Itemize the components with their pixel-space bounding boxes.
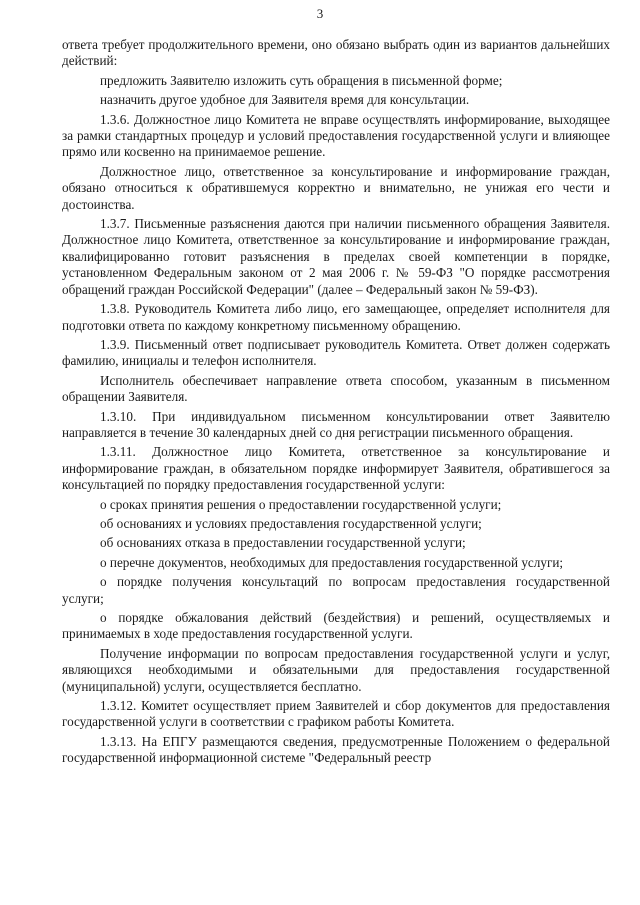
list-item-appeal-procedure: о порядке обжалования действий (бездействия) и решений, осуществляемых и принимаемых в ходе предоставления государственной услуги. [62,610,610,642]
paragraph-1-3-7: 1.3.7. Письменные разъяснения даются при наличии письменного обращения Заявителя. Должностное лицо Комитета, ответственное за консультирование и информирование граждан, квалифицированно готовит разъяснения в пределах своей компетенции в порядке, установленном Федеральным законом от 2 мая 2006 г. № 59-ФЗ "О порядке рассмотрения обращений граждан Российской Федерации" (далее – Федеральный закон № 59-ФЗ). [62,216,610,297]
paragraph-1-3-6: 1.3.6. Должностное лицо Комитета не вправе осуществлять информирование, выходящее за рамки стандартных процедур и условий предоставления государственной услуги и влияющее прямо или косвенно на принимаемое решение. [62,111,610,160]
paragraph-1-3-11: 1.3.11. Должностное лицо Комитета, ответственное за консультирование и информирование граждан, в обязательном порядке информирует Заявителя, обратившегося за консультацией по порядку предоставления государственной услуги: [62,444,610,493]
list-item-refusal-grounds: об основаниях отказа в предоставлении государственной услуги; [100,535,466,551]
document-body [62,37,610,767]
paragraph-option-written-form: предложить Заявителю изложить суть обращения в письменной форме; [100,72,503,88]
paragraph-executor-delivery: Исполнитель обеспечивает направление ответа способом, указанным в письменном обращении Заявителя. [62,372,610,405]
paragraph-continuation: ответа требует продолжительного времени, оно обязано выбрать один из вариантов дальнейших действий: [62,37,610,69]
paragraph-option-other-time: назначить другое удобное для Заявителя время для консультации. [100,92,470,108]
paragraph-1-3-9: 1.3.9. Письменный ответ подписывает руководитель Комитета. Ответ должен содержать фамилию, инициалы и телефон исполнителя. [62,336,610,369]
paragraph-1-3-8: 1.3.8. Руководитель Комитета либо лицо, его замещающее, определяет исполнителя для подготовки ответа по каждому конкретному письменному обращению. [62,301,610,333]
list-item-decision-terms: о сроках принятия решения о предоставлении государственной услуги; [100,496,502,512]
list-item-documents-list: о перечне документов, необходимых для предоставления государственной услуги; [100,554,564,570]
paragraph-1-3-10: 1.3.10. При индивидуальном письменном консультировании ответ Заявителю направляется в течение 30 календарных дней со дня регистрации письменного обращения. [62,408,610,440]
paragraph-1-3-12: 1.3.12. Комитет осуществляет прием Заявителей и сбор документов для предоставления государственной услуги в соответствии с графиком работы Комитета. [62,698,610,730]
paragraph-1-3-13: 1.3.13. На ЕПГУ размещаются сведения, предусмотренные Положением о федеральной государственной информационной системе "Федеральный реестр [62,733,610,766]
list-item-consultation-procedure: о порядке получения консультаций по вопросам предоставления государственной услуги; [62,574,610,606]
list-item-grounds-conditions: об основаниях и условиях предоставления государственной услуги; [100,515,482,531]
paragraph-official-conduct: Должностное лицо, ответственное за консультирование и информирование граждан, обязано относиться к обратившемуся корректно и внимательно, не унижая его чести и достоинства. [62,163,610,212]
page-number: 3 [316,6,324,21]
paragraph-free-information: Получение информации по вопросам предоставления государственной услуги и услуг, являющихся необходимыми и обязательными для предоставления государственной (муниципальной) услуги, осуществляется бесплатно. [62,645,610,694]
